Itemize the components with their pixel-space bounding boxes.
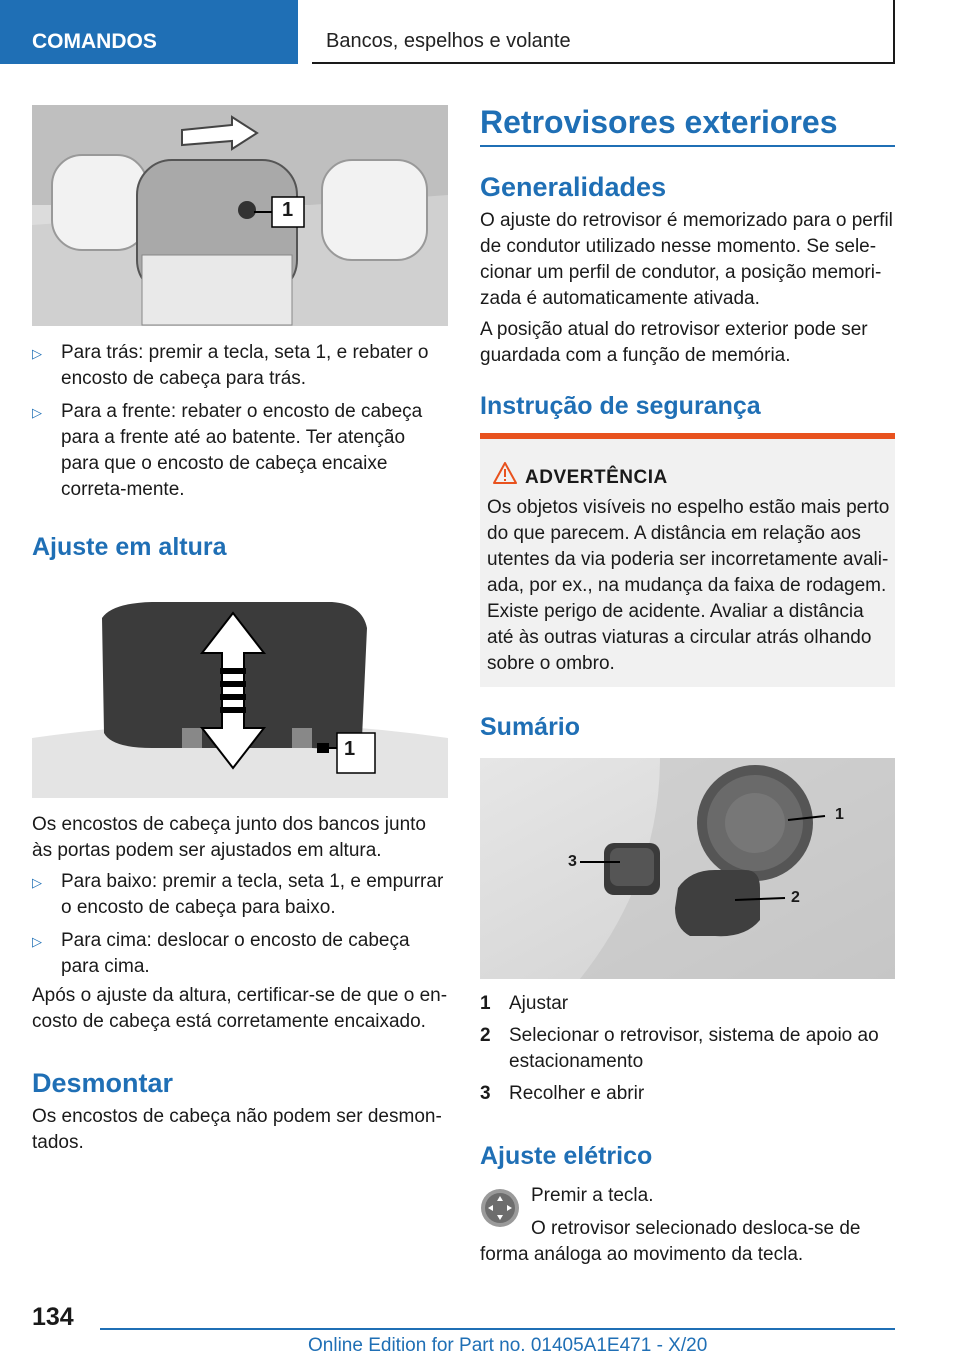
height-after: Após o ajuste da altura, certificar-se de que o en-costo de cabeça está corretamente encaixado. [32, 985, 448, 1032]
figure-callout: 1 [835, 806, 844, 823]
page-title: Retrovisores exteriores [480, 104, 838, 140]
warning-title: ADVERTÊNCIA [525, 467, 668, 488]
remove-heading: Desmontar [32, 1068, 174, 1098]
headrest-tilt-figure [32, 105, 448, 326]
warning-triangle-icon [493, 462, 517, 484]
list-item: ▷ Para trás: premir a tecla, seta 1, e rebater o encosto de cabeça para trás. [32, 342, 429, 389]
edition-footer: Online Edition for Part no. 01405A1E471 - X/20 [308, 1335, 708, 1356]
figure-callout: 3 [568, 853, 577, 870]
warning-box [480, 433, 895, 687]
list-item: 1 Ajustar [480, 993, 569, 1014]
headrest-height-figure [32, 588, 448, 798]
section-tab: COMANDOS [0, 0, 298, 64]
list-item: ▷ Para cima: deslocar o encosto de cabeça para cima. [32, 930, 410, 977]
figure-callout: 2 [791, 889, 800, 906]
general-paragraph-1: O ajuste do retrovisor é memorizado para o perfil de condutor utilizado nesse momento. Se sele-cionar um perfil de condutor, a posição memori-zada é automaticamente ativada. [480, 210, 893, 309]
general-heading: Generalidades [480, 172, 667, 202]
electric-paragraph-2: O retrovisor selecionado desloca-se de forma análoga ao movimento da tecla. [480, 1218, 861, 1265]
electric-heading: Ajuste elétrico [480, 1142, 653, 1170]
figure-callout: 1 [344, 738, 356, 760]
height-intro: Os encostos de cabeça junto dos bancos junto às portas podem ser ajustados em altura. [32, 814, 426, 861]
footer-rule [100, 1328, 895, 1330]
figure-callout: 1 [282, 199, 294, 221]
height-heading: Ajuste em altura [32, 533, 227, 561]
warning-text: Os objetos visíveis no espelho estão mais perto do que parecem. A distância em relação aos utentes da via poderia ser incorretamente avali-ada, por ex., na mudança da faixa de rodagem. Existe perigo de acidente. Avaliar a distância até às outras viaturas a circular atrás olhando sobre o ombro. [487, 497, 890, 674]
summary-list [480, 991, 895, 1113]
electric-paragraph-1: Premir a tecla. [531, 1185, 654, 1206]
list-item: ▷ Para baixo: premir a tecla, seta 1, e empurrar o encosto de cabeça para baixo. [32, 871, 444, 918]
tilt-steps-list [32, 340, 448, 510]
chapter-title: Bancos, espelhos e volante [312, 0, 895, 64]
list-item: 3 Recolher e abrir [480, 1083, 645, 1104]
triangle-bullet-icon: ▷ [32, 875, 42, 890]
mirror-switch-figure [480, 758, 895, 979]
list-item: 2 Selecionar o retrovisor, sistema de apoio ao estacionamento [480, 1025, 879, 1072]
triangle-bullet-icon: ▷ [32, 405, 42, 420]
height-steps-list [32, 869, 448, 987]
remove-text: Os encostos de cabeça não podem ser desmon-tados. [32, 1106, 442, 1153]
general-paragraph-2: A posição atual do retrovisor exterior pode ser guardada com a função de memória. [480, 319, 868, 366]
summary-heading: Sumário [480, 713, 581, 741]
page-number: 134 [32, 1303, 74, 1331]
triangle-bullet-icon: ▷ [32, 346, 42, 361]
title-rule [480, 145, 895, 147]
list-item: ▷ Para a frente: rebater o encosto de cabeça para a frente até ao batente. Ter atenção para que o encosto de cabeça encaixe correta-mente. [32, 401, 423, 500]
safety-heading: Instrução de segurança [480, 392, 761, 420]
triangle-bullet-icon: ▷ [32, 934, 42, 949]
